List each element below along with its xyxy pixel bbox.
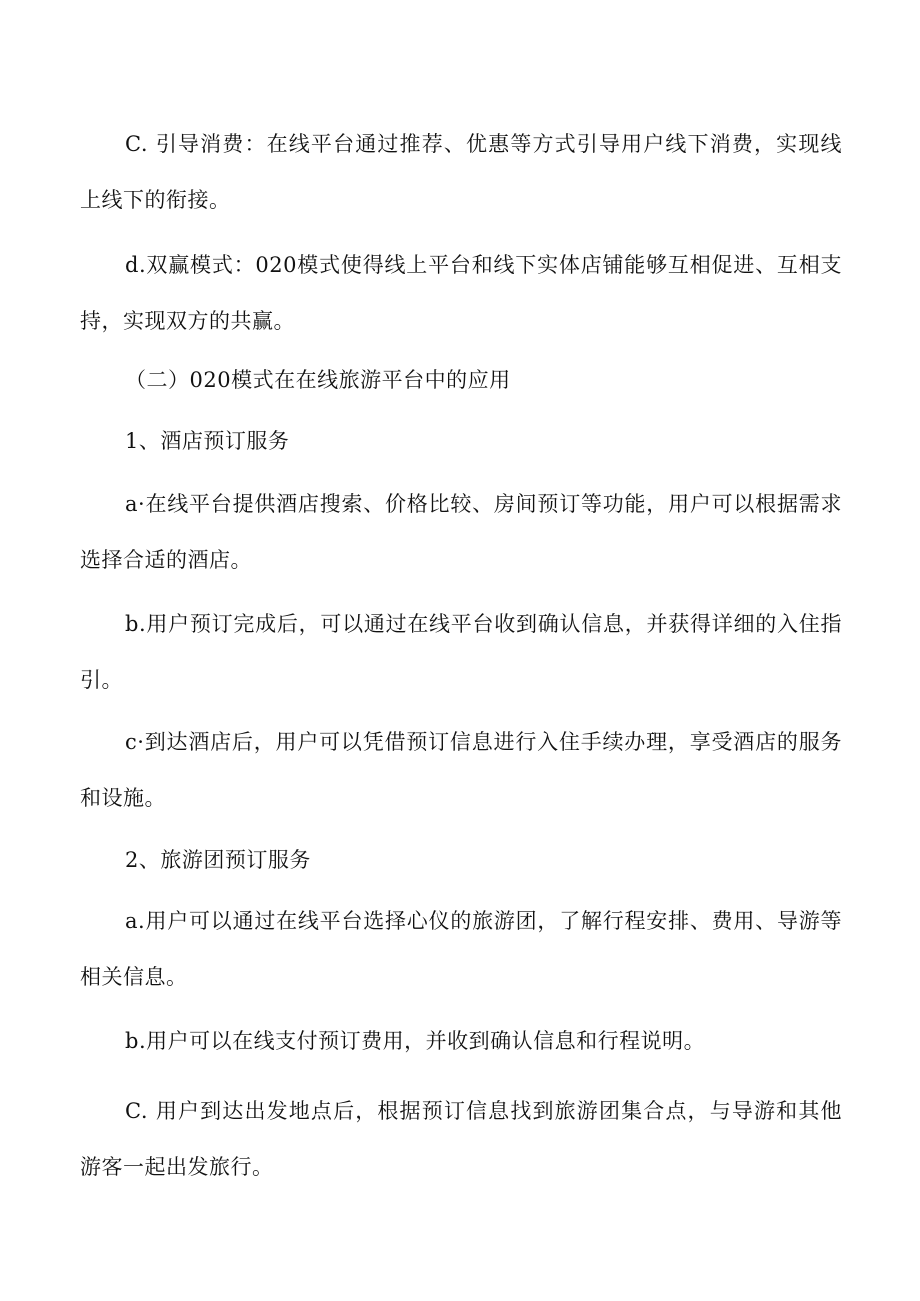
section-heading-o2o-application: （二）020模式在在线旅游平台中的应用	[125, 368, 511, 392]
paragraph-hotel-check-in: c·到达酒店后，用户可以凭借预订信息进行入住手续办理，享受酒店的服务和设施。	[80, 730, 842, 810]
subsection-heading-tour-booking: 2、旅游团预订服务	[125, 848, 311, 872]
paragraph-win-win-model: d.双赢模式：020模式使得线上平台和线下实体店铺能够互相促进、互相支持，实现双方的共赢。	[80, 253, 842, 333]
paragraph-hotel-confirmation: b.用户预订完成后，可以通过在线平台收到确认信息，并获得详细的入住指引。	[80, 612, 842, 692]
paragraph-guide-consumption: C. 引导消费：在线平台通过推荐、优惠等方式引导用户线下消费，实现线上线下的衔接。	[80, 132, 842, 212]
paragraph-tour-departure: C. 用户到达出发地点后，根据预订信息找到旅游团集合点，与导游和其他游客一起出发旅行。	[80, 1099, 842, 1179]
paragraph-tour-payment: b.用户可以在线支付预订费用，并收到确认信息和行程说明。	[125, 1029, 706, 1053]
paragraph-hotel-search: a·在线平台提供酒店搜索、价格比较、房间预订等功能，用户可以根据需求选择合适的酒店。	[80, 492, 842, 572]
paragraph-tour-selection: a.用户可以通过在线平台选择心仪的旅游团，了解行程安排、费用、导游等相关信息。	[80, 909, 842, 989]
subsection-heading-hotel-booking: 1、酒店预订服务	[125, 429, 290, 453]
